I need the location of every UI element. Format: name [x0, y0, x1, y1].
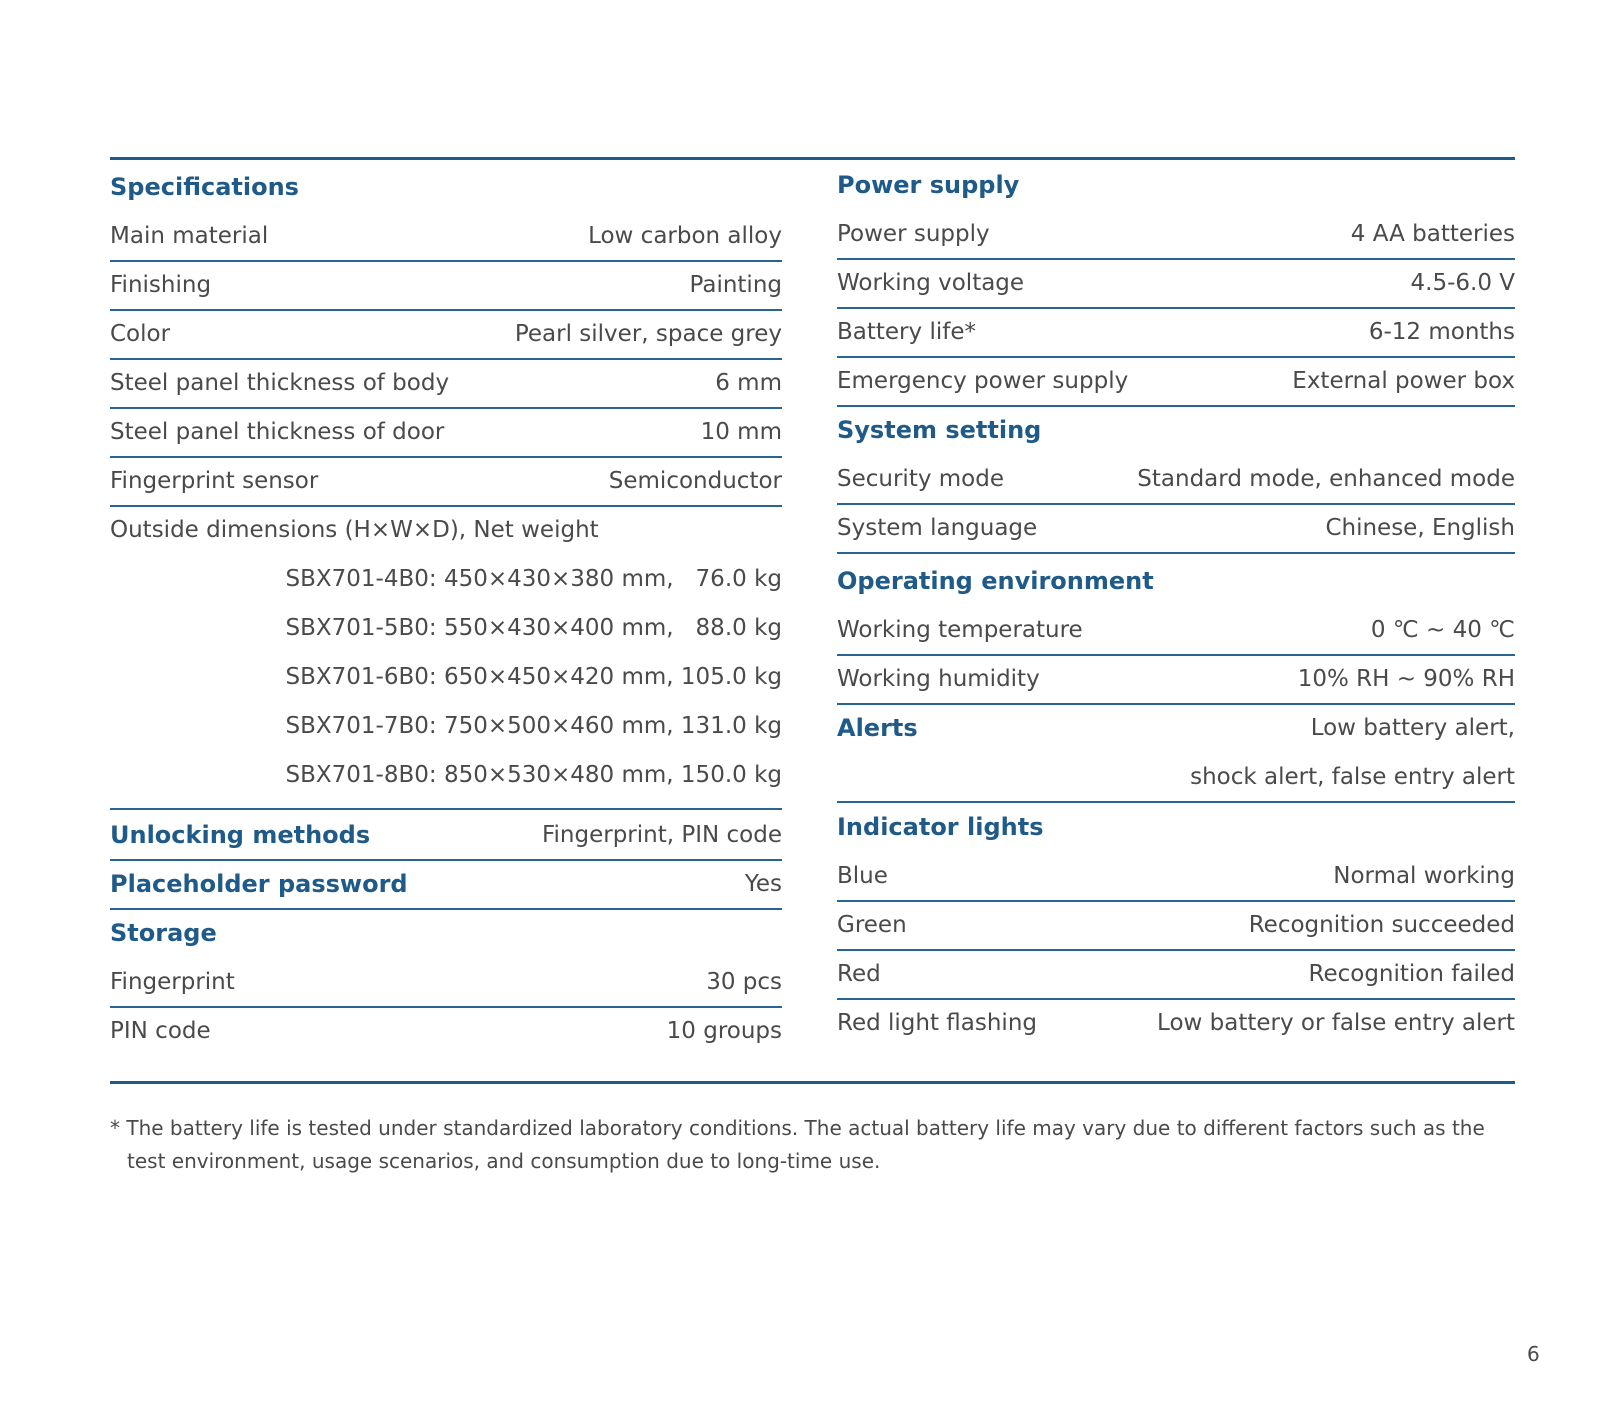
system-heading: System setting — [837, 415, 1042, 444]
power-label: Working voltage — [837, 269, 1025, 296]
indicator-value: Normal working — [1333, 862, 1515, 889]
placeholder-row — [110, 859, 782, 910]
power-row — [837, 209, 1515, 260]
spec-row — [110, 309, 782, 360]
spec-label: Fingerprint sensor — [110, 467, 319, 494]
spec-value: Semiconductor — [608, 467, 782, 494]
spec-label: Steel panel thickness of body — [110, 369, 450, 396]
placeholder-value: Yes — [744, 870, 782, 897]
spec-label: Finishing — [110, 271, 212, 298]
system-value: Standard mode, enhanced mode — [1137, 465, 1515, 492]
indicator-heading-row — [837, 802, 1515, 851]
system-heading-row — [837, 405, 1515, 454]
spec-value: 10 mm — [700, 418, 782, 445]
env-label: Working humidity — [837, 665, 1040, 692]
left-column — [110, 162, 782, 1062]
indicator-row — [837, 900, 1515, 951]
dimension-entry: SBX701-6B0: 650×450×420 mm, 105.0 kg — [285, 663, 782, 690]
unlocking-value: Fingerprint, PIN code — [541, 821, 782, 848]
indicator-value: Recognition failed — [1308, 960, 1515, 987]
env-label: Working temperature — [837, 616, 1083, 643]
unlocking-heading: Unlocking methods — [110, 820, 371, 849]
storage-row — [110, 1006, 782, 1055]
indicator-row — [837, 998, 1515, 1047]
storage-row — [110, 957, 782, 1008]
spec-row — [110, 211, 782, 262]
power-value: 4.5-6.0 V — [1410, 269, 1515, 296]
storage-label: PIN code — [110, 1017, 211, 1044]
power-heading: Power supply — [837, 170, 1020, 199]
alerts-value-line2: shock alert, false entry alert — [1190, 763, 1515, 790]
power-row — [837, 356, 1515, 407]
system-row — [837, 503, 1515, 554]
footnote — [110, 1112, 1515, 1178]
storage-heading-row — [110, 908, 782, 957]
indicator-label: Green — [837, 911, 907, 938]
spec-label: Steel panel thickness of door — [110, 418, 445, 445]
indicator-row — [837, 851, 1515, 902]
indicator-heading: Indicator lights — [837, 812, 1044, 841]
power-label: Emergency power supply — [837, 367, 1129, 394]
specifications-heading: Specifications — [110, 172, 299, 201]
spec-value: Low carbon alloy — [588, 222, 782, 249]
spec-row — [110, 456, 782, 507]
indicator-label: Blue — [837, 862, 888, 889]
env-heading: Operating environment — [837, 566, 1154, 595]
spec-value: Painting — [689, 271, 782, 298]
system-label: Security mode — [837, 465, 1004, 492]
power-row — [837, 307, 1515, 358]
storage-value: 30 pcs — [706, 968, 782, 995]
power-value: 4 AA batteries — [1350, 220, 1515, 247]
spec-value: 6 mm — [715, 369, 782, 396]
system-label: System language — [837, 514, 1038, 541]
power-label: Power supply — [837, 220, 990, 247]
power-label: Battery life* — [837, 318, 976, 345]
right-column — [837, 160, 1515, 1060]
specifications-heading-row — [110, 162, 782, 211]
alerts-row-continued — [837, 752, 1515, 803]
unlocking-row — [110, 810, 782, 861]
spec-value: Pearl silver, space grey — [514, 320, 782, 347]
dimension-entry: SBX701-7B0: 750×500×460 mm, 131.0 kg — [285, 712, 782, 739]
dimensions-label-row — [110, 505, 782, 554]
indicator-label: Red — [837, 960, 881, 987]
bottom-rule — [110, 1081, 1515, 1084]
storage-heading: Storage — [110, 918, 217, 947]
alerts-row — [837, 703, 1515, 752]
power-heading-row — [837, 160, 1515, 209]
env-row — [837, 605, 1515, 656]
system-value: Chinese, English — [1325, 514, 1515, 541]
indicator-row — [837, 949, 1515, 1000]
placeholder-heading: Placeholder password — [110, 869, 408, 898]
env-heading-row — [837, 556, 1515, 605]
spec-label: Main material — [110, 222, 269, 249]
dimensions-label: Outside dimensions (H×W×D), Net weight — [110, 516, 599, 543]
alerts-heading: Alerts — [837, 713, 918, 742]
footnote-line: test environment, usage scenarios, and consumption due to long-time use. — [127, 1149, 881, 1173]
indicator-label: Red light flashing — [837, 1009, 1038, 1036]
footnote-line: * The battery life is tested under standardized laboratory conditions. The actual battery life may vary due to different factors such as the — [110, 1116, 1485, 1140]
spec-row — [110, 260, 782, 311]
power-row — [837, 258, 1515, 309]
env-value: 10% RH ~ 90% RH — [1297, 665, 1515, 692]
indicator-value: Recognition succeeded — [1248, 911, 1515, 938]
dimension-entry: SBX701-5B0: 550×430×400 mm, 88.0 kg — [285, 614, 782, 641]
spec-row — [110, 407, 782, 458]
power-value: 6-12 months — [1368, 318, 1515, 345]
power-value: External power box — [1292, 367, 1515, 394]
storage-label: Fingerprint — [110, 968, 235, 995]
spec-label: Color — [110, 320, 171, 347]
storage-value: 10 groups — [666, 1017, 782, 1044]
dimension-entry: SBX701-4B0: 450×430×380 mm, 76.0 kg — [285, 565, 782, 592]
env-value: 0 ℃ ~ 40 ℃ — [1370, 616, 1515, 643]
alerts-value-line1: Low battery alert, — [1310, 714, 1515, 741]
page-number: 6 — [1527, 1342, 1540, 1366]
indicator-value: Low battery or false entry alert — [1157, 1009, 1515, 1036]
system-row — [837, 454, 1515, 505]
env-row — [837, 654, 1515, 705]
spec-row — [110, 358, 782, 409]
dimension-entry: SBX701-8B0: 850×530×480 mm, 150.0 kg — [285, 761, 782, 788]
